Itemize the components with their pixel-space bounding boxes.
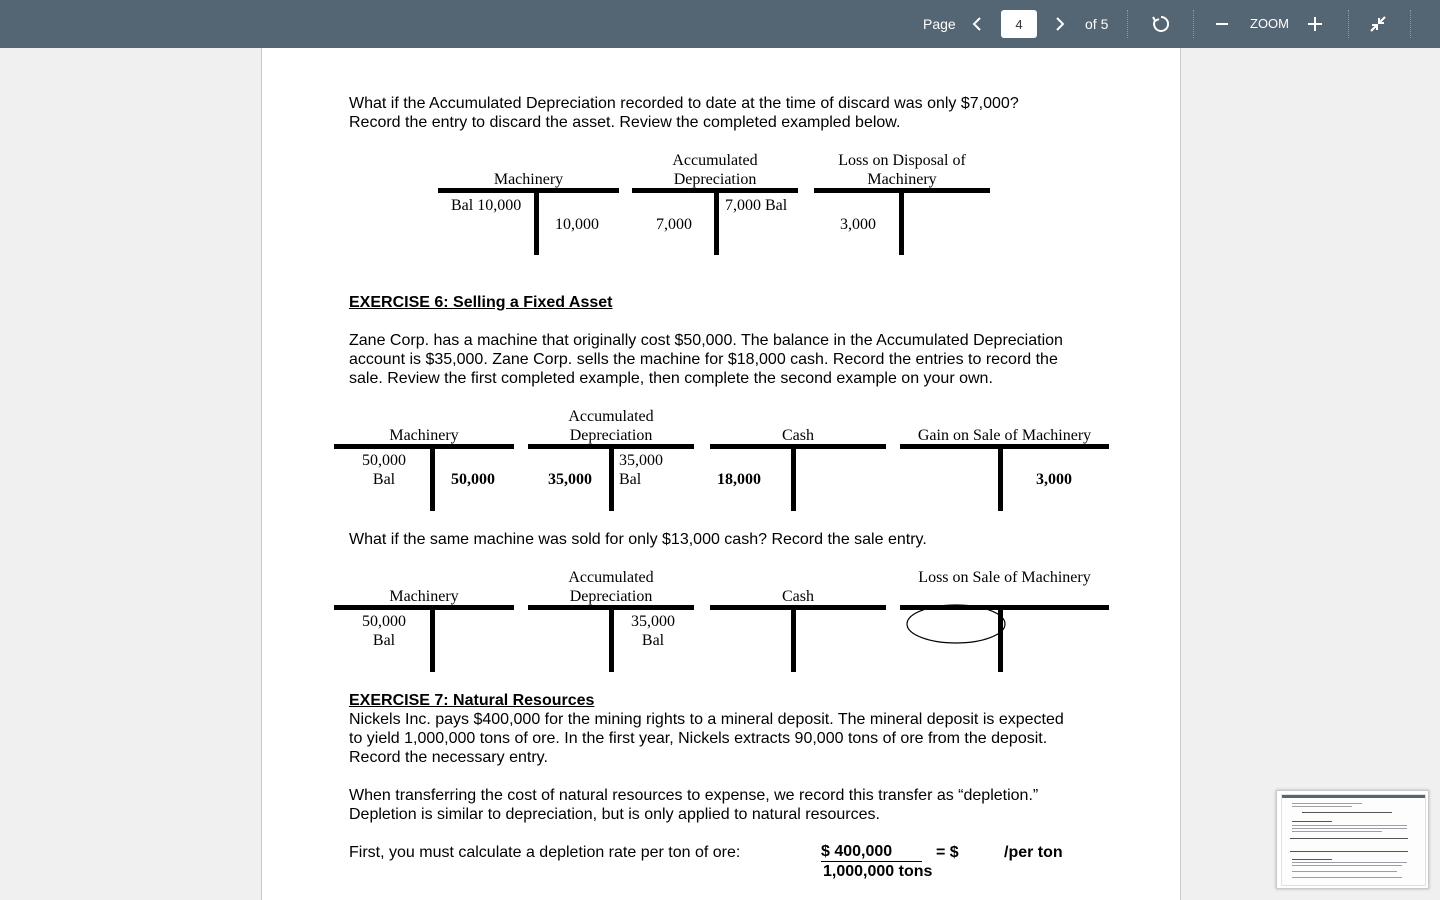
t-account-title: Machinery [867, 171, 937, 188]
t-account-bar [609, 449, 614, 511]
t-account-title: Gain on Sale of Machinery [917, 427, 1092, 444]
rate-equals: = $ [936, 844, 959, 861]
exercise-paragraph: to yield 1,000,000 tons of ore. In the first year, Nickels extracts 90,000 tons of ore from the deposit. [349, 730, 1048, 747]
zoom-label: ZOOM [1250, 16, 1289, 31]
t-account-bar [334, 444, 514, 449]
t-account-credit: 35,000 [619, 452, 663, 469]
zoom-in-icon[interactable] [1303, 12, 1327, 36]
exercise-paragraph: Zane Corp. has a machine that originally cost $50,000. The balance in the Accumulated Depreciation [349, 332, 1063, 349]
t-account-bar [791, 449, 796, 511]
exercise-paragraph: Nickels Inc. pays $400,000 for the mining rights to a mineral deposit. The mineral deposit is expected [349, 711, 1064, 728]
t-account-debit: 50,000 [362, 452, 406, 469]
rate-unit: /per ton [1004, 844, 1063, 861]
what-if-text: What if the same machine was sold for only $13,000 cash? Record the sale entry. [349, 531, 927, 548]
t-account-credit: 35,000 [631, 613, 675, 630]
pdf-toolbar [0, 0, 1440, 48]
depletion-paragraph: When transferring the cost of natural resources to expense, we record this transfer as “depletion.” [349, 787, 1039, 804]
t-account-bar [534, 193, 539, 255]
intro-line: Record the entry to discard the asset. Review the completed exampled below. [349, 114, 901, 131]
t-account-credit: 7,000 Bal [725, 197, 788, 214]
chevron-left-icon[interactable] [965, 12, 989, 36]
t-account-debit: 50,000 [362, 613, 406, 630]
t-account-bar [900, 444, 1109, 449]
collapse-icon[interactable] [1366, 12, 1390, 36]
t-account-bar [998, 449, 1003, 511]
page-number-input[interactable] [1001, 10, 1037, 38]
t-account-credit: 3,000 [1036, 471, 1072, 488]
t-account-debit: Bal 10,000 [451, 197, 522, 214]
page-thumbnail[interactable] [1276, 790, 1429, 889]
exercise-paragraph: sale. Review the first completed example, then complete the second example on your own. [349, 370, 993, 387]
toolbar-divider [1348, 10, 1349, 38]
toolbar-divider [1193, 10, 1194, 38]
toolbar-divider [1127, 10, 1128, 38]
t-account-title: Machinery [389, 588, 459, 605]
thumbnail-page [1281, 794, 1426, 886]
t-account-title: Loss on Disposal of [838, 152, 966, 169]
t-account-title: Cash [782, 588, 814, 605]
rate-numerator: $ 400,000 [821, 843, 922, 862]
t-account-credit: Bal [619, 471, 642, 488]
zoom-out-icon[interactable] [1210, 12, 1234, 36]
t-account-title: Machinery [389, 427, 459, 444]
t-account-bar [334, 605, 514, 610]
intro-line: What if the Accumulated Depreciation recorded to date at the time of discard was only $7,000? [349, 95, 1019, 112]
document-page [261, 48, 1181, 900]
chevron-right-icon[interactable] [1048, 12, 1072, 36]
page-total: of 5 [1085, 16, 1109, 32]
toolbar-divider [1410, 10, 1411, 38]
answer-oval-icon [905, 602, 1007, 646]
t-account-bar [899, 193, 904, 255]
t-account-bar [430, 449, 435, 511]
t-account-title: Depreciation [569, 588, 653, 605]
t-account-debit: 18,000 [717, 471, 761, 488]
t-account-title: Machinery [493, 171, 564, 188]
thumbnail-toolbar [1282, 795, 1425, 798]
exercise-heading: EXERCISE 7: Natural Resources [349, 692, 595, 709]
exercise-paragraph: Record the necessary entry. [349, 749, 548, 766]
t-account-title: Cash [782, 427, 814, 444]
t-account-debit: 35,000 [548, 471, 592, 488]
page-label: Page [923, 16, 956, 32]
t-account-bar [714, 193, 719, 255]
t-account-credit: Bal [641, 632, 665, 649]
t-account-debit: 3,000 [840, 216, 876, 233]
t-account-bar [791, 610, 796, 672]
t-account-title: Accumulated [568, 408, 654, 425]
t-account-debit: 7,000 [656, 216, 692, 233]
t-account-title: Depreciation [673, 171, 757, 188]
t-account-title: Accumulated [568, 569, 654, 586]
exercise-heading: EXERCISE 6: Selling a Fixed Asset [349, 294, 613, 311]
t-account-credit: 10,000 [555, 216, 599, 233]
t-account-debit: Bal [372, 632, 396, 649]
t-account-bar [438, 188, 619, 193]
t-account-bar [710, 605, 886, 610]
t-account-bar [609, 610, 614, 672]
t-account-title: Depreciation [569, 427, 653, 444]
t-account-title: Accumulated [672, 152, 758, 169]
t-account-bar [430, 610, 435, 672]
t-account-bar [710, 444, 886, 449]
depletion-paragraph: Depletion is similar to depreciation, but is only applied to natural resources. [349, 806, 880, 823]
rate-prompt: First, you must calculate a depletion rate per ton of ore: [349, 844, 741, 861]
refresh-icon[interactable] [1149, 12, 1173, 36]
t-account-title: Loss on Sale of Machinery [918, 569, 1091, 586]
t-account-debit: Bal [372, 471, 396, 488]
t-account-credit: 50,000 [451, 471, 495, 488]
exercise-paragraph: account is $35,000. Zane Corp. sells the machine for $18,000 cash. Record the entries to record the [349, 351, 1058, 368]
rate-denominator: 1,000,000 tons [823, 863, 933, 880]
